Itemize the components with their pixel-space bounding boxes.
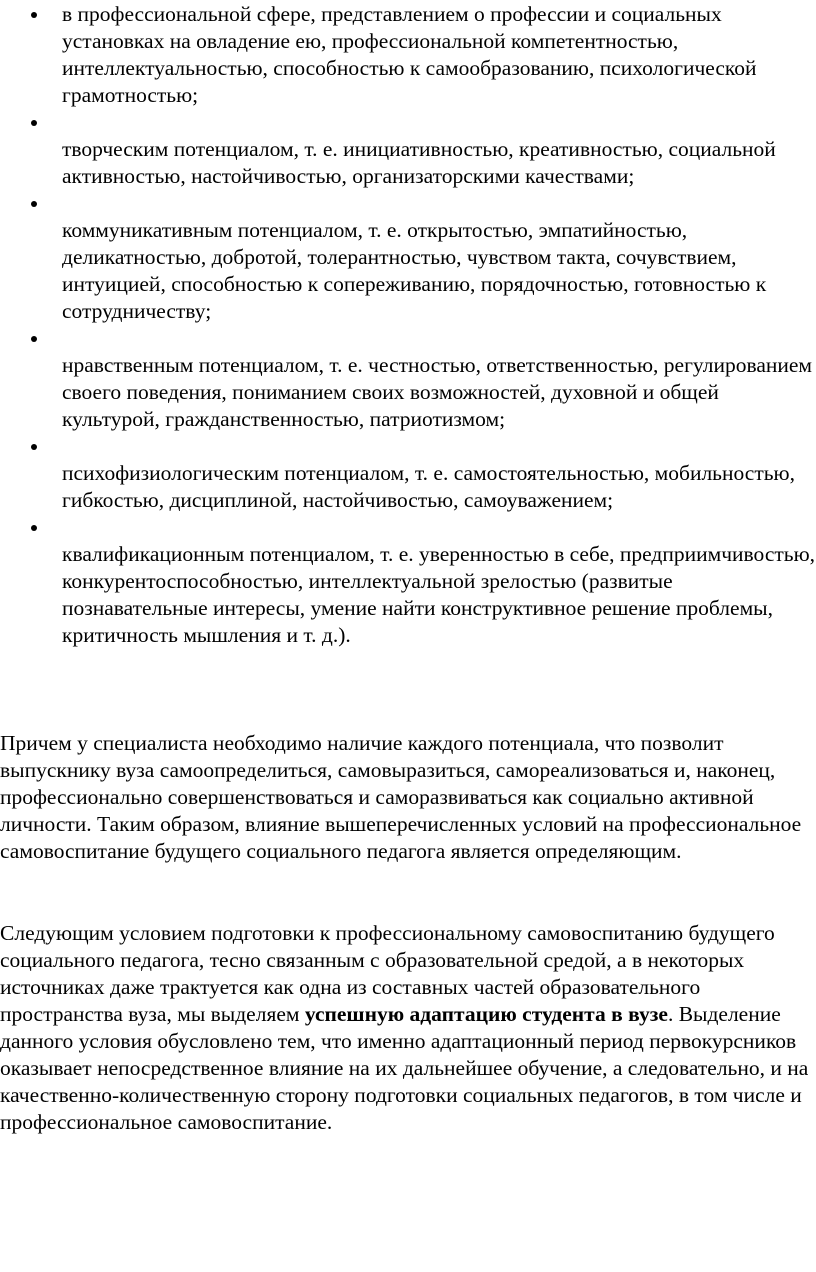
list-item-text: в профессиональной сфере, представлением о профессии и социальных установках на овладение ею, профессиональной компетентностью, интеллектуальностью, способностью к самообразованию, психологической грамотностью;: [62, 2, 757, 107]
list-item: [0, 1, 816, 109]
bullet-icon: [31, 336, 37, 342]
list-item: [0, 190, 816, 325]
paragraph-adaptation: [0, 920, 816, 1136]
bullet-icon: [31, 201, 37, 207]
list-item-text: психофизиологическим потенциалом, т. е. самостоятельностью, мобильностью, гибкостью, дисциплиной, настойчивостью, самоуважением;: [62, 461, 795, 512]
list-item: [0, 325, 816, 433]
bullet-icon: [31, 12, 37, 18]
paragraph-text-after: . Выделение данного условия обусловлено тем, что именно адаптационный период первокурсников оказывает непосредственное влияние на их дальнейшее обучение, а следовательно, и на качественно-количественную сторону подготовки социальных педагогов, в том числе и профессиональное самовоспитание.: [0, 1002, 809, 1134]
list-item: [0, 109, 816, 190]
bold-emphasis: успешную адаптацию студента в вузе: [304, 1002, 668, 1026]
list-item: [0, 514, 816, 649]
list-item-text: коммуникативным потенциалом, т. е. открытостью, эмпатийностью, деликатностью, добротой, толерантностью, чувством такта, сочувствием, интуицией, способностью к сопереживанию, порядочностью, готовностью к сотрудничеству;: [62, 218, 767, 323]
bullet-icon: [31, 525, 37, 531]
bullet-list: [0, 1, 816, 649]
list-item-text: творческим потенциалом, т. е. инициативностью, креативностью, социальной активностью, настойчивостью, организаторскими качествами;: [62, 137, 776, 188]
list-item-text: нравственным потенциалом, т. е. честностью, ответственностью, регулированием своего поведения, пониманием своих возможностей, духовной и общей культурой, гражданственностью, патриотизмом;: [62, 353, 813, 431]
bullet-icon: [31, 120, 37, 126]
paragraph-text-before: Следующим условием подготовки к профессиональному самовоспитанию будущего социального педагога, тесно связанным с образовательной средой, а в некоторых источниках даже трактуется как одна из составных частей образовательного пространства вуза, мы выделяем: [0, 921, 775, 1026]
list-item: [0, 433, 816, 514]
paragraph-potentials: [0, 730, 816, 865]
paragraph-text: Причем у специалиста необходимо наличие каждого потенциала, что позволит выпускнику вуза самоопределиться, самовыразиться, самореализоваться и, наконец, профессионально совершенствоваться и саморазвиваться как социально активной личности. Таким образом, влияние вышеперечисленных условий на профессиональное самовоспитание будущего социального педагога является определяющим.: [0, 731, 802, 863]
bullet-icon: [31, 444, 37, 450]
list-item-text: квалификационным потенциалом, т. е. уверенностью в себе, предприимчивостью, конкурентоспособностью, интеллектуальной зрелостью (развитые познавательные интересы, умение найти конструктивное решение проблемы, критичность мышления и т. д.).: [62, 542, 816, 647]
